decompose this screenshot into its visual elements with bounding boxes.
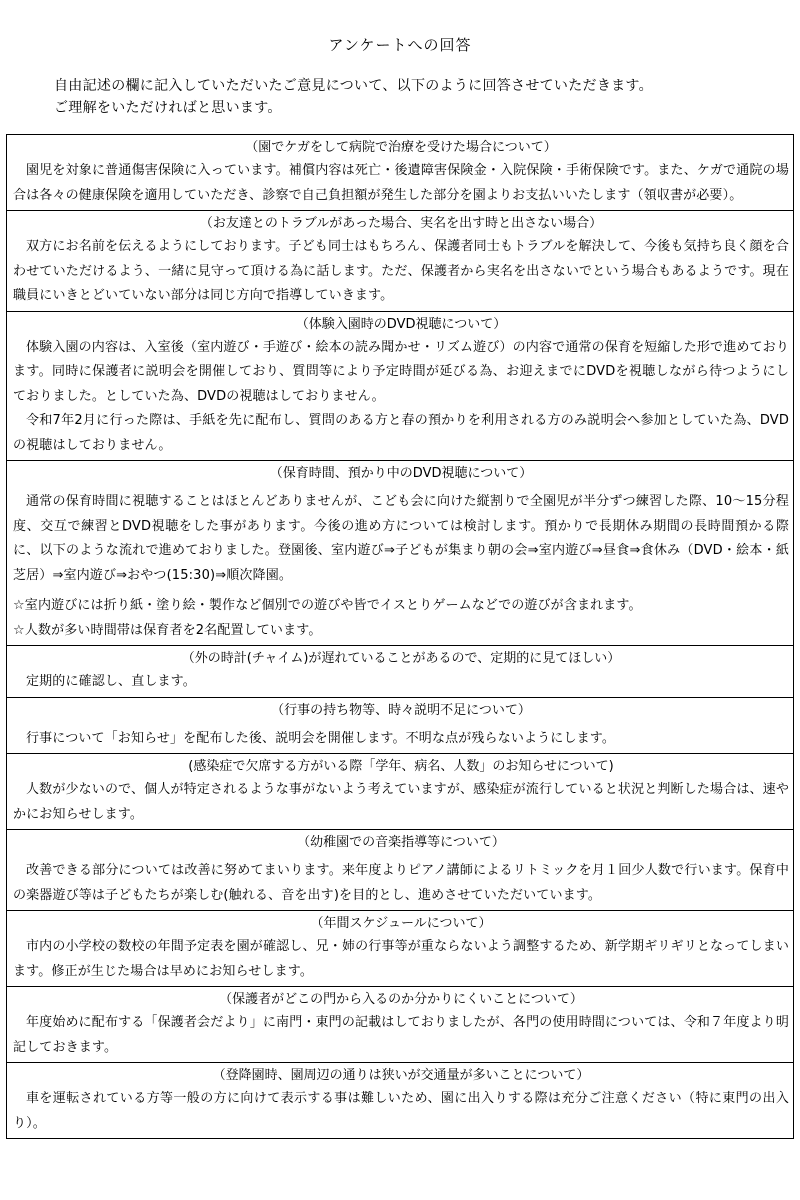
qa-section-care-dvd [7,460,793,645]
answer-text: 体験入園の内容は、入室後（室内遊び・手遊び・絵本の読み聞かせ・リズム遊び）の内容で通常の保育を短縮した形で進めております。同時に保護者に説明会を開催しており、質問等により予定時間が延びる為、お迎えまでにDVDを視聴しながら待つようにしておりました。としていた為、DVDの視聴はしておりません。 [13,339,789,404]
question-heading: （幼稚園での音楽指導等について） [297,835,505,850]
answer-text: 定期的に確認し、直します。 [26,674,196,689]
intro-text [54,75,794,119]
qa-section-gates [7,986,793,1062]
question-heading: （登降園時、園周辺の通りは狭いが交通量が多いことについて） [212,1068,590,1083]
answer-note: ☆室内遊びには折り紙・塗り絵・製作など個別での遊びや皆でイスとりゲームなどでの遊びが含まれます。 [13,598,642,613]
intro-line: 自由記述の欄に記入していただいたご意見について、以下のように回答させていただきます。 [54,78,653,94]
question-heading: （外の時計(チャイム)が遅れていることがあるので、定期的に見てほしい） [181,651,621,666]
question-heading: （園でケガをして病院で治療を受けた場合について） [245,140,557,155]
page-title: アンケートへの回答 [328,36,472,54]
question-heading: （体験入園時のDVD視聴について） [295,316,507,332]
qa-section-clock [7,645,793,697]
question-heading: （保育時間、預かり中のDVD視聴について） [269,466,533,481]
qa-table [6,134,794,1139]
qa-section-schedule [7,910,793,986]
answer-text: 通常の保育時間に視聴することはほとんどありませんが、こども会に向けた縦割りで全園児が半分ずつ練習した際、10～15分程度、交互で練習とDVD視聴をした事があります。今後の進め方については検討します。預かりで長期休み期間の長時間預かる際に、以下のような流れで進めておりました。登園後、室内遊び⇒子どもが集まり朝の会⇒室内遊び⇒昼食⇒食休み（DVD・絵本・紙芝居）⇒室内遊び⇒おやつ(15:30)⇒順次降園。 [13,494,789,583]
qa-section-trouble [7,210,793,311]
answer-text: 車を運転されている方等一般の方に向けて表示する事は難しいため、園に出入りする際は充分ご注意ください（特に東門の出入り）。 [13,1091,789,1131]
qa-section-infection [7,753,793,829]
answer-text: 年度始めに配布する「保護者会だより」に南門・東門の記載はしておりましたが、各門の使用時間については、令和７年度より明記しておきます。 [13,1015,789,1055]
intro-line: ご理解をいただければと思います。 [54,100,282,116]
qa-section-event-items [7,697,793,754]
question-heading: （保護者がどこの門から入るのか分かりにくいことについて） [219,992,583,1007]
answer-text: 双方にお名前を伝えるようにしております。子ども同士はもちろん、保護者同士もトラブルを解決して、今後も気持ち良く顔を合わせていただけるよう、一緒に見守って頂ける為に話します。ただ、保護者から実名を出さないでという場合もあるようです。現在職員にいきとどいていない部分は同じ方向で指導していきます。 [13,239,789,303]
answer-text: 人数が少ないので、個人が特定されるような事がないよう考えていますが、感染症が流行していると状況と判断した場合は、速やかにお知らせします。 [13,782,789,822]
qa-section-music [7,829,793,910]
qa-section-injury [7,135,793,210]
answer-text: 園児を対象に普通傷害保険に入っています。補償内容は死亡・後遺障害保険金・入院保険・手術保険です。また、ケガで通院の場合は各々の健康保険を適用していただき、診察で自己負担額が発生した部分を園よりお支払いいたします（領収書が必要）。 [13,163,789,203]
qa-section-trial-dvd [7,311,793,461]
question-heading: （行事の持ち物等、時々説明不足について） [271,702,531,718]
question-heading: （年間スケジュールについて） [310,916,492,931]
question-heading: (感染症で欠席する方がいる際「学年、病名、人数」のお知らせについて) [188,759,614,774]
answer-text: 行事について「お知らせ」を配布した後、説明会を開催します。不明な点が残らないようにします。 [26,730,616,746]
answer-note: ☆人数が多い時間帯は保育者を2名配置しています。 [13,622,322,638]
qa-section-traffic [7,1062,793,1138]
answer-text: 改善できる部分については改善に努めてまいります。来年度よりピアノ講師によるリトミックを月１回少人数で行います。保育中の楽器遊び等は子どもたちが楽しむ(触れる、音を出す)を目的とし、進めさせていただいています。 [13,863,789,903]
answer-text: 令和7年2月に行った際は、手紙を先に配布し、質問のある方と春の預かりを利用される方のみ説明会へ参加としていた為、DVDの視聴はしておりません。 [13,413,789,453]
question-heading: （お友達とのトラブルがあった場合、実名を出す時と出さない場合） [199,216,603,231]
answer-text: 市内の小学校の数校の年間予定表を園が確認し、兄・姉の行事等が重ならないよう調整するため、新学期ギリギリとなってしまいます。修正が生じた場合は早めにお知らせします。 [13,939,789,979]
